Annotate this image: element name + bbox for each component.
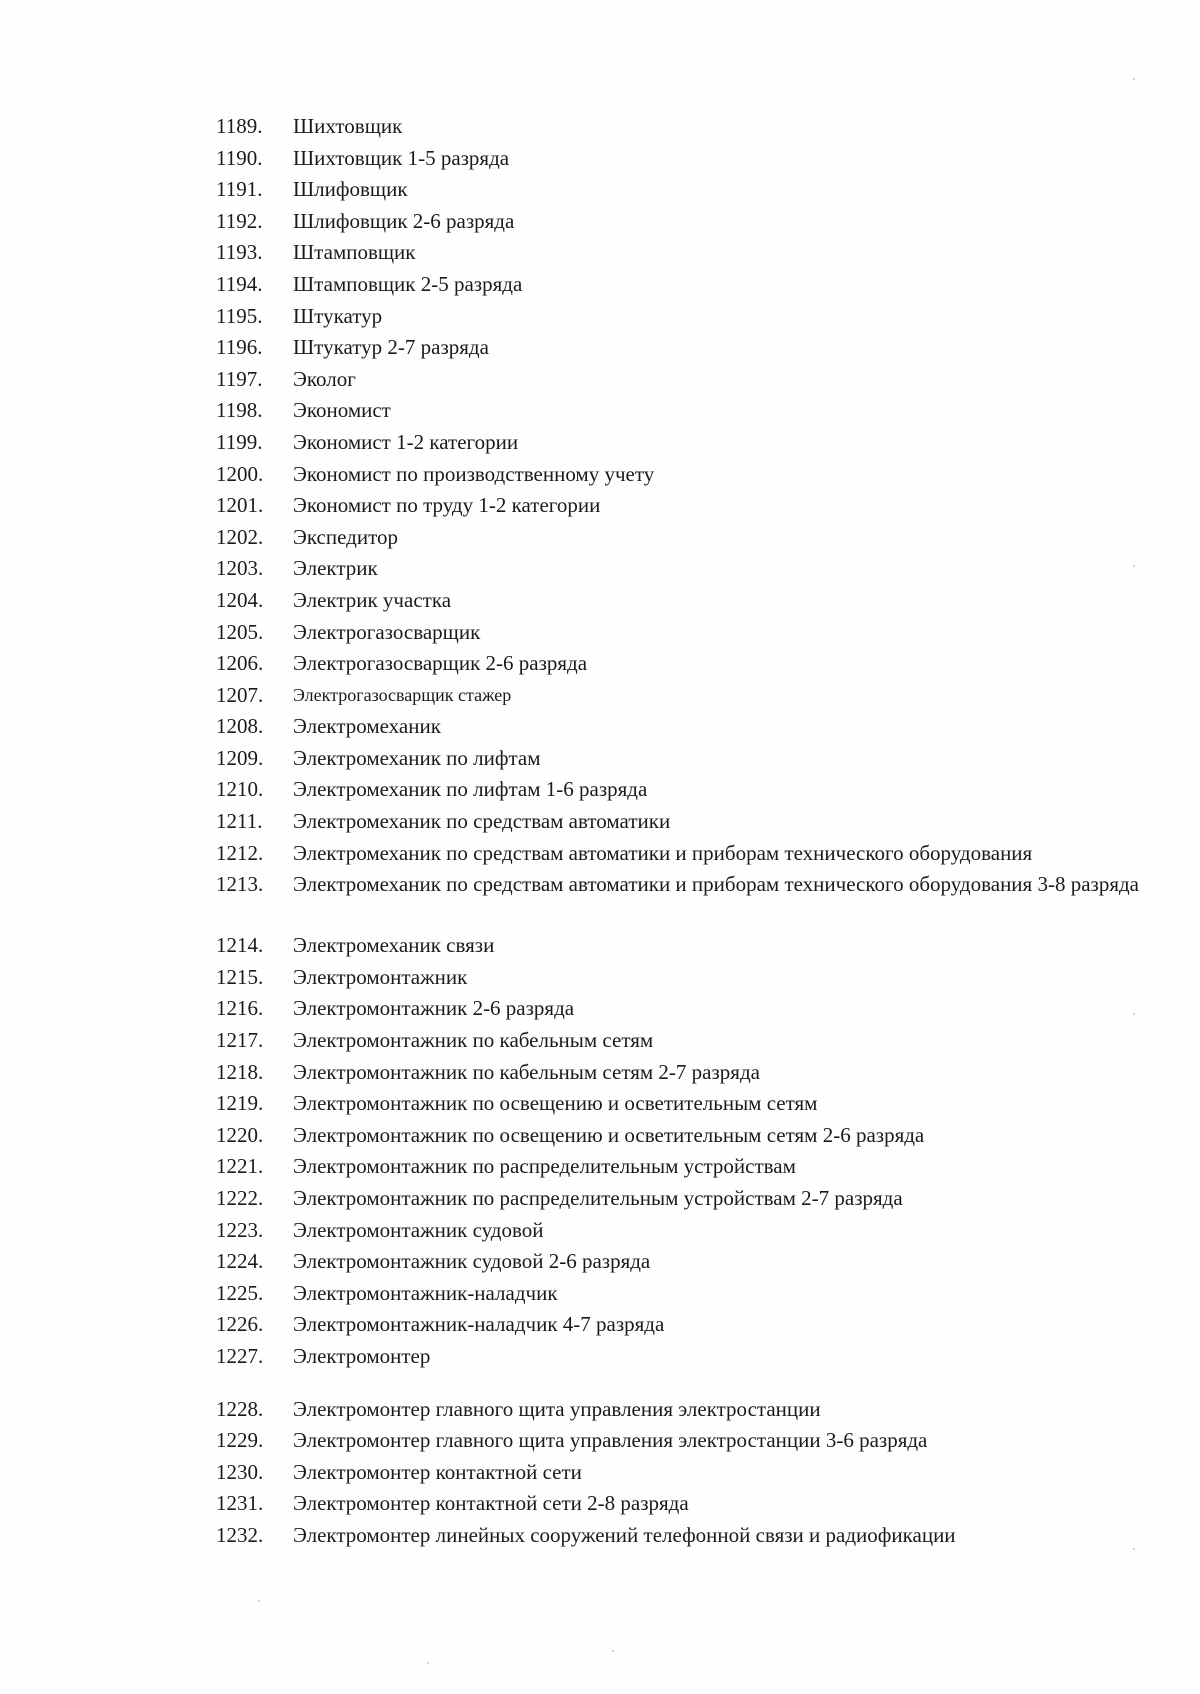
list-item-number: 1232. [216,1522,264,1547]
list-item [216,619,1176,651]
list-item-number: 1216. [216,996,264,1021]
list-item-number: 1225. [216,1280,264,1305]
list-item-text: Экспедитор [293,524,398,549]
list-item-number: 1222. [216,1186,264,1210]
list-item-text: Электромонтер контактной сети 2-8 разряда [293,1491,689,1516]
list-item [216,1027,1176,1059]
list-item-number: 1228. [216,1396,264,1421]
list-item [216,429,1176,461]
list-item-number: 1189. [216,114,263,138]
list-item [216,1459,1176,1491]
list-item-text: Электромонтажник по распределительным устройствам [293,1154,796,1179]
list-item [216,366,1176,398]
list-item-text: Шлифовщик 2-6 разряда [293,208,515,233]
list-item [216,713,1176,745]
list-item [216,303,1176,335]
list-item-number: 1208. [216,714,264,739]
scan-speck [1133,78,1135,80]
list-item-number: 1194. [216,271,263,296]
list-item [216,1311,1176,1343]
list-item-number: 1204. [216,587,264,612]
list-item-text: Электромонтажник 2-6 разряда [293,996,575,1021]
list-item [216,1122,1176,1154]
list-item-text: Шихтовщик [293,114,403,138]
list-item-number: 1197. [216,366,263,391]
list-item-number: 1210. [216,777,264,802]
list-item [216,1490,1176,1522]
list-item-number: 1221. [216,1154,264,1179]
list-item-text: Электромонтажник [293,964,468,989]
list-item-text: Электромеханик связи [293,933,495,958]
list-item [216,1153,1176,1185]
list-item-text: Электрик участка [293,587,452,612]
list-item [216,1427,1176,1459]
list-item [216,1059,1176,1091]
list-item [216,208,1176,240]
list-item-number: 1195. [216,303,263,328]
list-item-text: Штукатур 2-7 разряда [293,335,489,360]
list-item-text: Электрик [293,556,378,581]
list-item-text: Электромонтер контактной сети [293,1459,582,1484]
list-item-text: Электрогазосварщик стажер [293,684,512,705]
list-item-text: Штамповщик 2-5 разряда [293,271,523,296]
list-item [216,334,1176,366]
list-item-text: Электромонтажник по распределительным устройствам 2-7 разряда [293,1186,903,1210]
list-item-number: 1226. [216,1312,264,1337]
list-item-number: 1212. [216,840,264,865]
list-item-number: 1230. [216,1459,264,1484]
list-item [216,461,1176,493]
list-item [216,840,1176,872]
list-item-text: Электромеханик по средствам автоматики [293,809,671,834]
list-item [216,239,1176,271]
list-item-text: Электромеханик по средствам автоматики и приборам технического оборудования 3-8 разряда [293,872,1139,897]
list-item-text: Электромонтер главного щита управления электростанции [293,1396,821,1421]
list-item [216,587,1176,619]
list-item-text: Электромонтер [293,1343,431,1368]
list-item-number: 1209. [216,745,264,770]
list-item-text: Электромонтажник по освещению и осветительным сетям [293,1091,818,1116]
scan-speck [427,1662,429,1664]
list-item [216,745,1176,777]
list-item-number: 1224. [216,1249,264,1274]
list-item-text: Электромеханик по лифтам [293,745,541,770]
list-item-number: 1199. [216,429,263,454]
list-item [216,397,1176,429]
list-item-text: Электромонтажник судовой 2-6 разряда [293,1249,651,1274]
list-item-number: 1214. [216,933,264,958]
list-item [216,1522,1176,1554]
list-item-number: 1203. [216,556,264,581]
list-item-text: Электромеханик по лифтам 1-6 разряда [293,777,648,802]
list-item [216,964,1176,996]
scan-speck [1133,1548,1135,1550]
list-item-number: 1215. [216,964,264,989]
list-item-text: Электромеханик по средствам автоматики и приборам технического оборудования [293,840,1033,865]
list-item [216,271,1176,303]
list-item-number: 1205. [216,619,264,644]
list-item-text: Электромонтер главного щита управления электростанции 3-6 разряда [293,1428,928,1453]
list-item-number: 1200. [216,461,264,486]
list-item [216,1280,1176,1312]
list-item [216,113,1176,145]
scan-speck [612,1650,614,1652]
list-item-number: 1198. [216,398,263,423]
list-item-text: Электрогазосварщик 2-6 разряда [293,651,588,676]
list-item [216,650,1176,682]
list-item-text: Электромонтажник по кабельным сетям 2-7 разряда [293,1059,760,1084]
list-item-number: 1218. [216,1059,264,1084]
list-item [216,145,1176,177]
list-item-number: 1229. [216,1428,264,1453]
list-item-number: 1196. [216,335,263,360]
list-item [216,1185,1176,1217]
list-item [216,555,1176,587]
list-item-number: 1220. [216,1122,264,1147]
list-item [216,1343,1176,1375]
list-item [216,776,1176,808]
list-item-text: Экономист по труду 1-2 категории [293,493,601,518]
list-item-number: 1231. [216,1491,264,1516]
list-item-number: 1219. [216,1091,264,1116]
list-item-text: Электромеханик [293,714,441,739]
list-item-text: Эколог [293,366,356,391]
list-item-number: 1207. [216,682,264,707]
list-item [216,808,1176,840]
list-item-number: 1217. [216,1028,264,1053]
list-item [216,1248,1176,1280]
list-item [216,871,1176,932]
list-item [216,1217,1176,1249]
scan-speck [1133,565,1135,567]
list-item-text: Экономист 1-2 категории [293,429,519,454]
list-item-text: Электромонтажник-наладчик 4-7 разряда [293,1312,665,1337]
list-item-text: Электромонтажник по освещению и осветительным сетям 2-6 разряда [293,1122,925,1147]
scan-speck [258,1600,260,1602]
list-item-text: Электромонтажник судовой [293,1217,544,1242]
list-item-number: 1202. [216,524,264,549]
list-item-text: Электромонтажник по кабельным сетям [293,1028,654,1053]
list-item-text: Экономист по производственному учету [293,461,655,486]
list-item-number: 1211. [216,809,263,834]
list-item-number: 1201. [216,493,264,518]
list-item [216,524,1176,556]
list-item-number: 1190. [216,145,263,170]
list-item-text: Шлифовщик [293,177,408,202]
list-item-text: Штамповщик [293,240,416,265]
list-item-text: Электромонтер линейных сооружений телефонной связи и радиофикации [293,1522,956,1547]
list-item-number: 1191. [216,177,263,202]
list-item-number: 1227. [216,1343,264,1368]
list-item-text: Штукатур [293,303,383,328]
list-item [216,1396,1176,1428]
list-item [216,932,1176,964]
list-item-number: 1192. [216,208,263,233]
list-item-text: Электрогазосварщик [293,619,481,644]
list-item-number: 1213. [216,872,264,897]
list-item-number: 1193. [216,240,263,265]
list-item [216,1090,1176,1122]
list-item-text: Шихтовщик 1-5 разряда [293,145,510,170]
list-item [216,492,1176,524]
list-item [216,995,1176,1027]
scan-speck [1133,1013,1135,1015]
list-item-number: 1223. [216,1217,264,1242]
list-item [216,176,1176,208]
list-item-number: 1206. [216,651,264,676]
list-item [216,682,1176,714]
numbered-list [216,113,1176,1554]
list-item-text: Экономист [293,398,391,423]
list-item-text: Электромонтажник-наладчик [293,1280,558,1305]
